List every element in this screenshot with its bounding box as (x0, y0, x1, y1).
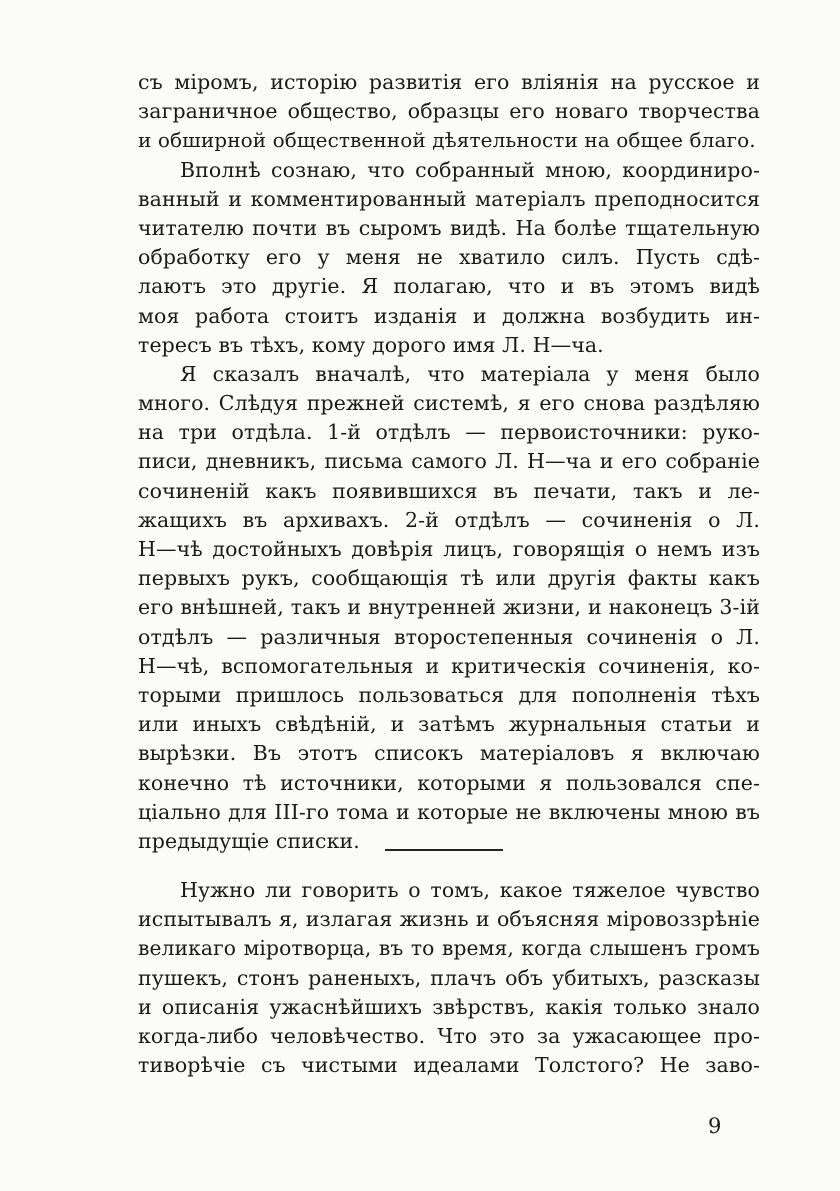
text-line: моя работа стоитъ изданія и должна возбудить ин- (138, 303, 760, 328)
text-line: вырѣзки. Въ этотъ списокъ матеріаловъ я включаю (138, 741, 760, 766)
text-line: отдѣлъ — различныя второстепенныя сочиненія о Л. (138, 624, 760, 649)
text-line: тересъ въ тѣхъ, кому дорого имя Л. Н—ча. (138, 332, 604, 357)
text-line: много. Слѣдуя прежней системѣ, я его снова раздѣляю (138, 391, 760, 416)
text-line: конечно тѣ источники, которыми я пользовался спе- (138, 770, 760, 795)
main-text-bottom (138, 876, 760, 1080)
text-line: его внѣшней, такъ и внутренней жизни, и наконецъ 3-ій (138, 595, 760, 620)
text-line: писи, дневникъ, письма самого Л. Н—ча и его собраніе (138, 449, 760, 474)
text-line: предыдущіе списки. (138, 828, 360, 853)
text-line: жащихъ въ архивахъ. 2-й отдѣлъ — сочиненія о Л. (138, 507, 760, 532)
text-line: читателю почти въ сыромъ видѣ. На болѣе тщательную (138, 215, 760, 240)
text-line: торыми пришлось пользоваться для пополненія тѣхъ (138, 682, 760, 707)
text-line: первыхъ рукъ, сообщающія тѣ или другія факты какъ (138, 566, 760, 591)
text-line: обработку его у меня не хватило силъ. Пусть сдѣ- (138, 245, 760, 270)
text-line: испытывалъ я, излагая жизнь и объясняя міровоззрѣніе (138, 907, 760, 932)
paragraph-continuation (138, 68, 760, 156)
paragraph-war-contradiction (138, 876, 760, 1080)
text-line: Н—чѣ достойныхъ довѣрія лицъ, говорящія о немъ изъ (138, 537, 760, 561)
paragraph-material-presentation (138, 156, 760, 360)
section-divider (385, 849, 503, 851)
text-line: когда-либо человѣчество. Что это за ужасающее про- (138, 1023, 760, 1048)
text-line: Нужно ли говорить о томъ, какое тяжелое чувство (180, 878, 760, 902)
text-line: великаго міротворца, въ то время, когда слышенъ громъ (138, 936, 760, 961)
text-line: сочиненій какъ появившихся въ печати, такъ и ле- (138, 478, 760, 503)
text-line: пушекъ, стонъ раненыхъ, плачъ объ убитыхъ, разсказы (138, 965, 760, 990)
page-number: 9 (708, 1114, 722, 1138)
text-line: заграничное общество, образцы его новаго творчества (138, 99, 760, 124)
text-line: лаютъ это другіе. Я полагаю, что и въ этомъ видѣ (138, 274, 760, 299)
text-line: ванный и комментированный матеріалъ преподносится (138, 186, 760, 211)
text-line: Н—чѣ, вспомогательныя и критическія сочиненія, ко- (138, 653, 760, 678)
text-line: и описанія ужаснѣйшихъ звѣрствъ, какія только знало (138, 994, 760, 1019)
text-line: тиворѣчіе съ чистыми идеалами Толстого? Не заво- (138, 1053, 760, 1078)
text-line: на три отдѣла. 1-й отдѣлъ — первоисточники: руко- (138, 420, 760, 445)
paragraph-sources (138, 360, 760, 856)
text-line: Вполнѣ сознаю, что собранный мною, координиро- (180, 157, 760, 182)
main-text-top (138, 68, 760, 856)
text-line: съ міромъ, исторію развитія его вліянія на русское и (138, 70, 760, 94)
text-line: и обширной общественной дѣятельности на общее благо. (138, 128, 756, 153)
text-line: Я сказалъ вначалѣ, что матеріала у меня было (180, 361, 760, 386)
text-line: или иныхъ свѣдѣній, и затѣмъ журнальныя статьи и (138, 712, 760, 737)
text-line: ціально для III-го тома и которые не включены мною въ (138, 799, 760, 824)
